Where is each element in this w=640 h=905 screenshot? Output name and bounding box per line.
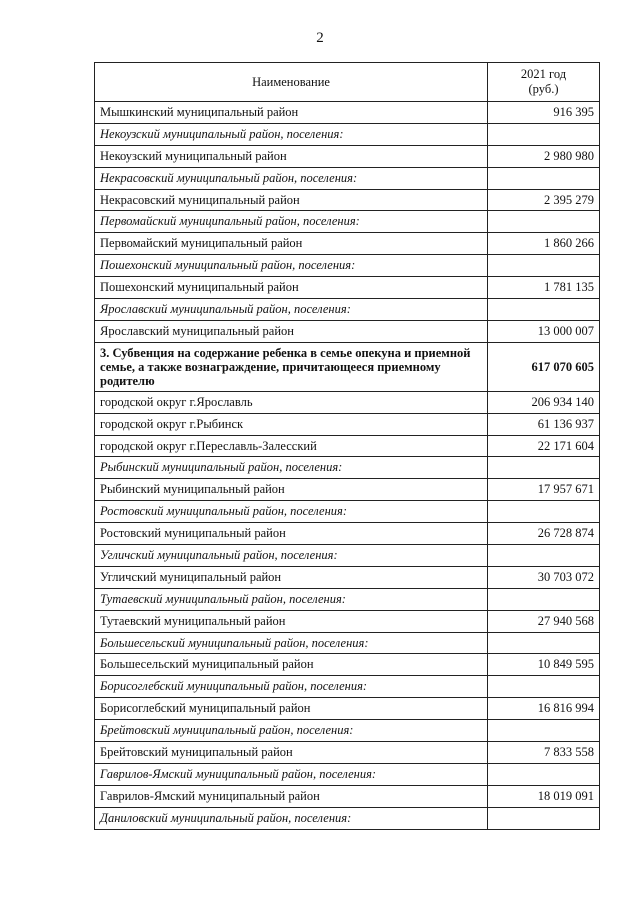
table-row-group-heading <box>95 123 600 145</box>
row-name-cell: Первомайский муниципальный район, поселения: <box>95 211 488 233</box>
row-name-cell: Ярославский муниципальный район, поселения: <box>95 299 488 321</box>
table-row <box>95 189 600 211</box>
table-row <box>95 698 600 720</box>
row-name-cell: Некоузский муниципальный район <box>95 145 488 167</box>
row-amount-cell: 26 728 874 <box>488 523 600 545</box>
page-number: 2 <box>316 30 324 46</box>
row-name-cell: городской округ г.Ярославль <box>95 391 488 413</box>
table-row-group-heading <box>95 545 600 567</box>
row-name-cell: Гаврилов-Ямский муниципальный район, поселения: <box>95 763 488 785</box>
row-name-cell: Гаврилов-Ямский муниципальный район <box>95 785 488 807</box>
row-amount-cell: 617 070 605 <box>488 342 600 391</box>
table-row-group-heading <box>95 457 600 479</box>
row-amount-cell: 22 171 604 <box>488 435 600 457</box>
row-amount-cell: 10 849 595 <box>488 654 600 676</box>
row-name-cell: Пошехонский муниципальный район <box>95 277 488 299</box>
row-amount-cell <box>488 545 600 567</box>
row-amount-cell: 206 934 140 <box>488 391 600 413</box>
table-row <box>95 145 600 167</box>
row-name-cell: Рыбинский муниципальный район <box>95 479 488 501</box>
row-amount-cell: 18 019 091 <box>488 785 600 807</box>
table-row-group-heading <box>95 211 600 233</box>
row-name-cell: городской округ г.Переславль-Залесский <box>95 435 488 457</box>
row-name-cell: Большесельский муниципальный район <box>95 654 488 676</box>
table-row <box>95 320 600 342</box>
row-name-cell: Борисоглебский муниципальный район, поселения: <box>95 676 488 698</box>
row-amount-cell: 16 816 994 <box>488 698 600 720</box>
table-row <box>95 523 600 545</box>
row-amount-cell <box>488 501 600 523</box>
row-amount-cell <box>488 763 600 785</box>
row-name-cell: Некрасовский муниципальный район, поселения: <box>95 167 488 189</box>
row-name-cell: Тутаевский муниципальный район, поселения: <box>95 588 488 610</box>
row-amount-cell <box>488 457 600 479</box>
row-name-cell: Угличский муниципальный район <box>95 566 488 588</box>
row-name-cell: Первомайский муниципальный район <box>95 233 488 255</box>
row-amount-cell: 2 395 279 <box>488 189 600 211</box>
table-row-group-heading <box>95 720 600 742</box>
row-amount-cell <box>488 255 600 277</box>
table-row-group-heading <box>95 588 600 610</box>
table-row <box>95 413 600 435</box>
table-row-group-heading <box>95 763 600 785</box>
row-amount-cell <box>488 588 600 610</box>
table-body <box>95 102 600 830</box>
table-row-group-heading <box>95 807 600 829</box>
row-amount-cell: 61 136 937 <box>488 413 600 435</box>
row-amount-cell <box>488 632 600 654</box>
row-amount-cell: 13 000 007 <box>488 320 600 342</box>
row-amount-cell <box>488 807 600 829</box>
row-amount-cell <box>488 211 600 233</box>
row-name-cell: Ярославский муниципальный район <box>95 320 488 342</box>
row-name-cell: Большесельский муниципальный район, поселения: <box>95 632 488 654</box>
budget-table <box>94 62 600 830</box>
row-name-cell: Брейтовский муниципальный район <box>95 742 488 764</box>
row-name-cell: Тутаевский муниципальный район <box>95 610 488 632</box>
row-amount-cell: 7 833 558 <box>488 742 600 764</box>
row-amount-cell <box>488 720 600 742</box>
table-row <box>95 391 600 413</box>
header-year-cell <box>488 63 600 102</box>
table-row-group-heading <box>95 501 600 523</box>
table-row <box>95 654 600 676</box>
table-row-group-heading <box>95 632 600 654</box>
row-name-cell: Брейтовский муниципальный район, поселения: <box>95 720 488 742</box>
row-amount-cell <box>488 167 600 189</box>
table-row <box>95 566 600 588</box>
header-year-label: 2021 год <box>520 67 567 81</box>
row-name-cell: Рыбинский муниципальный район, поселения: <box>95 457 488 479</box>
row-amount-cell <box>488 299 600 321</box>
row-amount-cell: 2 980 980 <box>488 145 600 167</box>
row-name-cell: городской округ г.Рыбинск <box>95 413 488 435</box>
table-row <box>95 785 600 807</box>
table-row <box>95 610 600 632</box>
table-row <box>95 233 600 255</box>
table-header <box>95 63 600 102</box>
row-name-cell: Некрасовский муниципальный район <box>95 189 488 211</box>
row-name-cell: Пошехонский муниципальный район, поселения: <box>95 255 488 277</box>
table-row-group-heading <box>95 676 600 698</box>
row-amount-cell: 30 703 072 <box>488 566 600 588</box>
row-amount-cell: 1 781 135 <box>488 277 600 299</box>
row-name-cell: Даниловский муниципальный район, поселения: <box>95 807 488 829</box>
row-amount-cell: 27 940 568 <box>488 610 600 632</box>
row-amount-cell <box>488 123 600 145</box>
row-name-cell: Некоузский муниципальный район, поселения: <box>95 123 488 145</box>
row-name-cell: Ростовский муниципальный район <box>95 523 488 545</box>
table-row <box>95 277 600 299</box>
row-amount-cell: 17 957 671 <box>488 479 600 501</box>
table-row <box>95 102 600 124</box>
table-row-group-heading <box>95 299 600 321</box>
row-name-cell: Мышкинский муниципальный район <box>95 102 488 124</box>
row-amount-cell: 916 395 <box>488 102 600 124</box>
row-amount-cell <box>488 676 600 698</box>
row-name-cell: 3. Субвенция на содержание ребенка в семье опекуна и приемной семье, а также вознаграждение, причитающееся приемному родителю <box>95 342 488 391</box>
row-name-cell: Борисоглебский муниципальный район <box>95 698 488 720</box>
header-unit-label: (руб.) <box>528 82 559 96</box>
header-name-cell: Наименование <box>95 63 488 102</box>
row-name-cell: Ростовский муниципальный район, поселения: <box>95 501 488 523</box>
table-row <box>95 479 600 501</box>
table-row-section-total <box>95 342 600 391</box>
table-row-group-heading <box>95 167 600 189</box>
table-row <box>95 435 600 457</box>
row-name-cell: Угличский муниципальный район, поселения: <box>95 545 488 567</box>
table-row <box>95 742 600 764</box>
row-amount-cell: 1 860 266 <box>488 233 600 255</box>
table-row-group-heading <box>95 255 600 277</box>
